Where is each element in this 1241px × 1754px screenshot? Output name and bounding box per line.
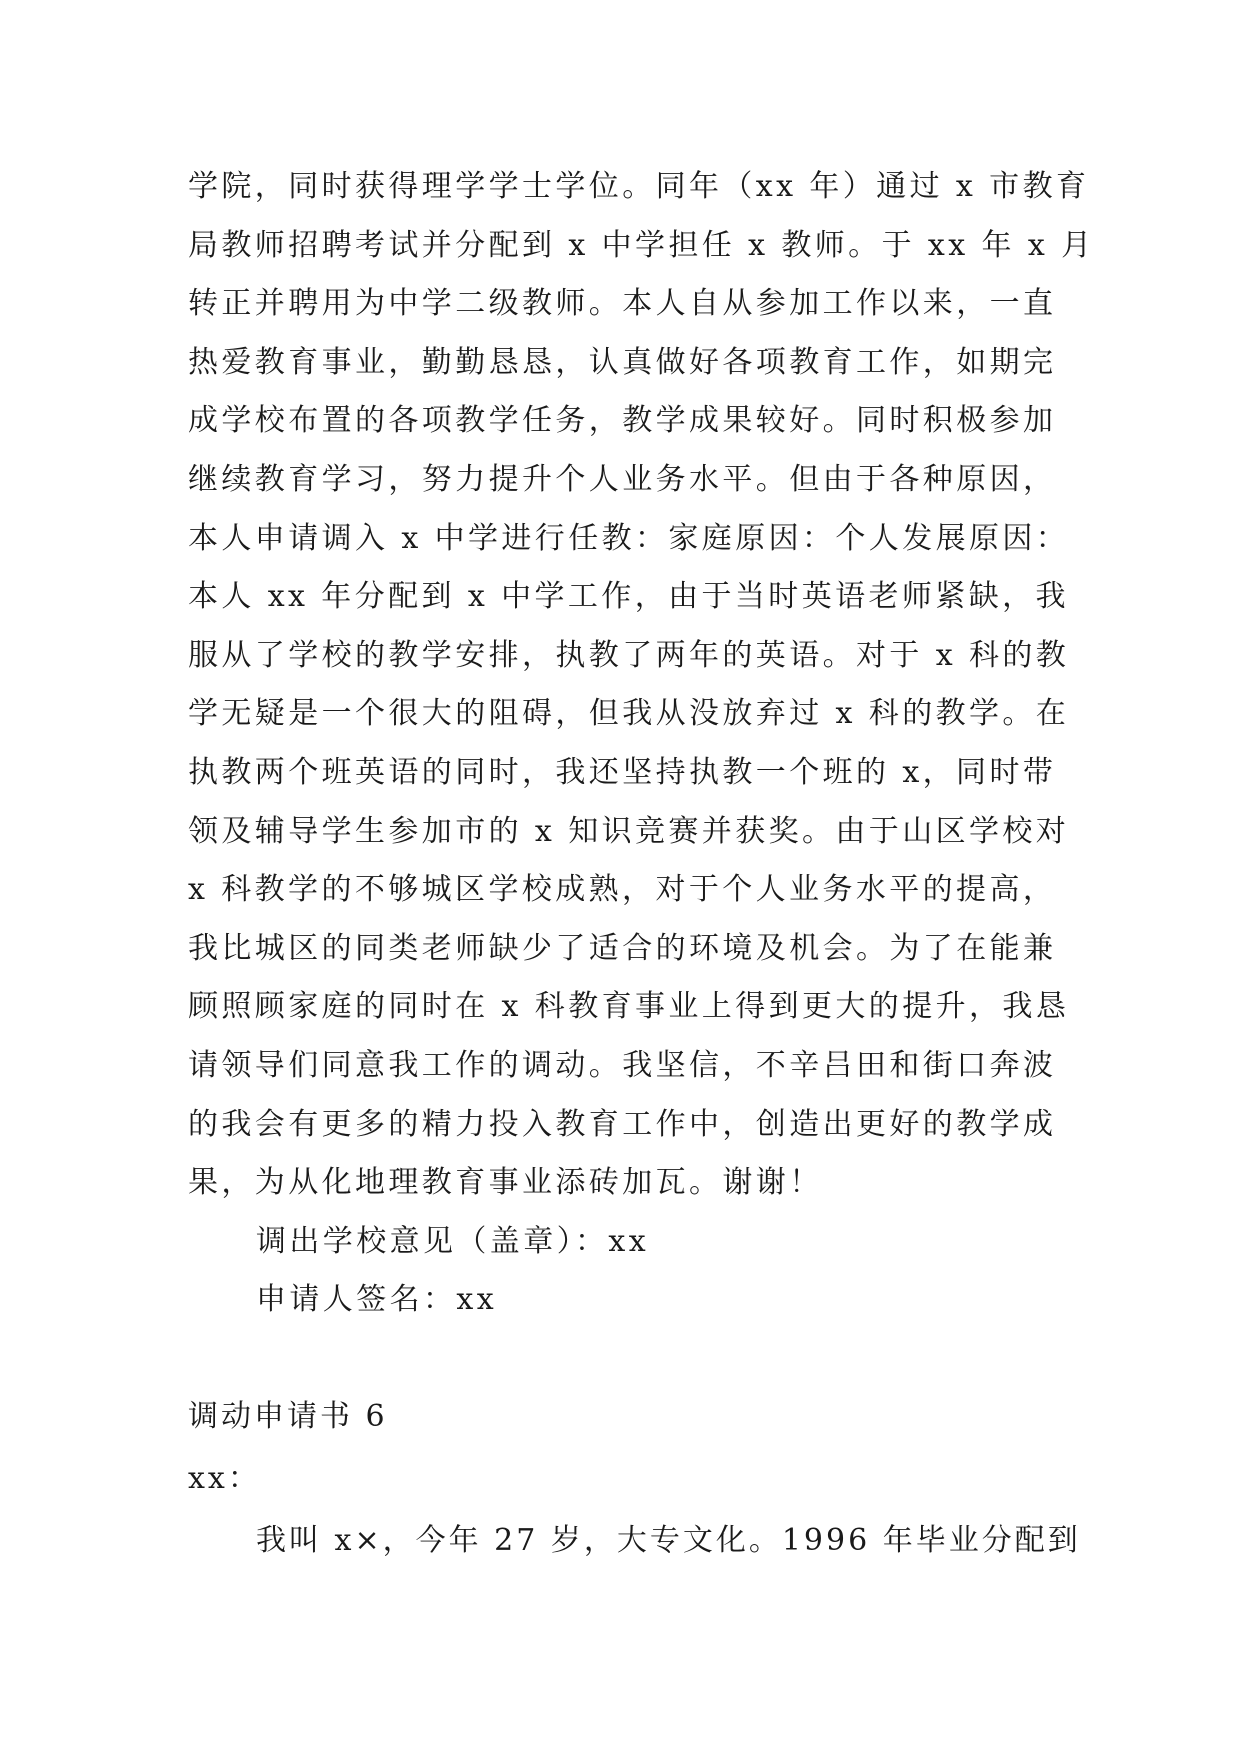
document-body <box>188 158 1095 1572</box>
paragraph-line: 本人 xx 年分配到 x 中学工作，由于当时英语老师紧缺，我 <box>188 579 1069 615</box>
salutation: xx： <box>188 1460 261 1496</box>
paragraph-line: 执教两个班英语的同时，我还坚持执教一个班的 x，同时带 <box>188 754 1057 790</box>
paragraph-line: 成学校布置的各项教学任务，教学成果较好。同时积极参加 <box>188 403 1057 439</box>
paragraph-line: 的我会有更多的精力投入教育工作中，创造出更好的教学成 <box>188 1106 1057 1142</box>
section-gap <box>188 1330 1068 1386</box>
paragraph-line: 学院，同时获得理学学士学位。同年（xx 年）通过 x 市教育 <box>188 169 1090 204</box>
school-opinion-line: 调出学校意见（盖章）：xx <box>256 1223 650 1259</box>
paragraph-line: 继续教育学习，努力提升个人业务水平。但由于各种原因， <box>188 461 1057 497</box>
paragraph-line: 顾照顾家庭的同时在 x 科教育事业上得到更大的提升，我恳 <box>188 989 1070 1025</box>
paragraph-line: 果，为从化地理教育事业添砖加瓦。谢谢！ <box>188 1165 823 1201</box>
paragraph-line: 学无疑是一个很大的阻碍，但我从没放弃过 x 科的教学。在 <box>188 696 1070 732</box>
paragraph-line: 局教师招聘考试并分配到 x 中学担任 x 教师。于 xx 年 x 月 <box>188 227 1095 263</box>
paragraph-line: 本人申请调入 x 中学进行任教：家庭原因：个人发展原因： <box>188 520 1070 556</box>
applicant-signature-line: 申请人签名：xx <box>256 1282 498 1318</box>
paragraph-line: 领及辅导学生参加市的 x 知识竞赛并获奖。由于山区学校对 <box>188 813 1070 849</box>
paragraph-line: 服从了学校的教学安排，执教了两年的英语。对于 x 科的教 <box>188 637 1070 673</box>
paragraph-line: 请领导们同意我工作的调动。我坚信，不辛吕田和街口奔波 <box>188 1047 1057 1083</box>
section-title: 调动申请书 6 <box>188 1398 388 1434</box>
paragraph-line: 转正并聘用为中学二级教师。本人自从参加工作以来，一直 <box>188 286 1057 322</box>
paragraph-line: 热爱教育事业，勤勤恳恳，认真做好各项教育工作，如期完 <box>188 344 1057 380</box>
paragraph-line: x 科教学的不够城区学校成熟，对于个人业务水平的提高， <box>188 872 1057 908</box>
paragraph-line: 我比城区的同类老师缺少了适合的环境及机会。为了在能兼 <box>188 930 1057 966</box>
next-section-first-line: 我叫 x×，今年 27 岁，大专文化。1996 年毕业分配到 <box>256 1522 1081 1558</box>
